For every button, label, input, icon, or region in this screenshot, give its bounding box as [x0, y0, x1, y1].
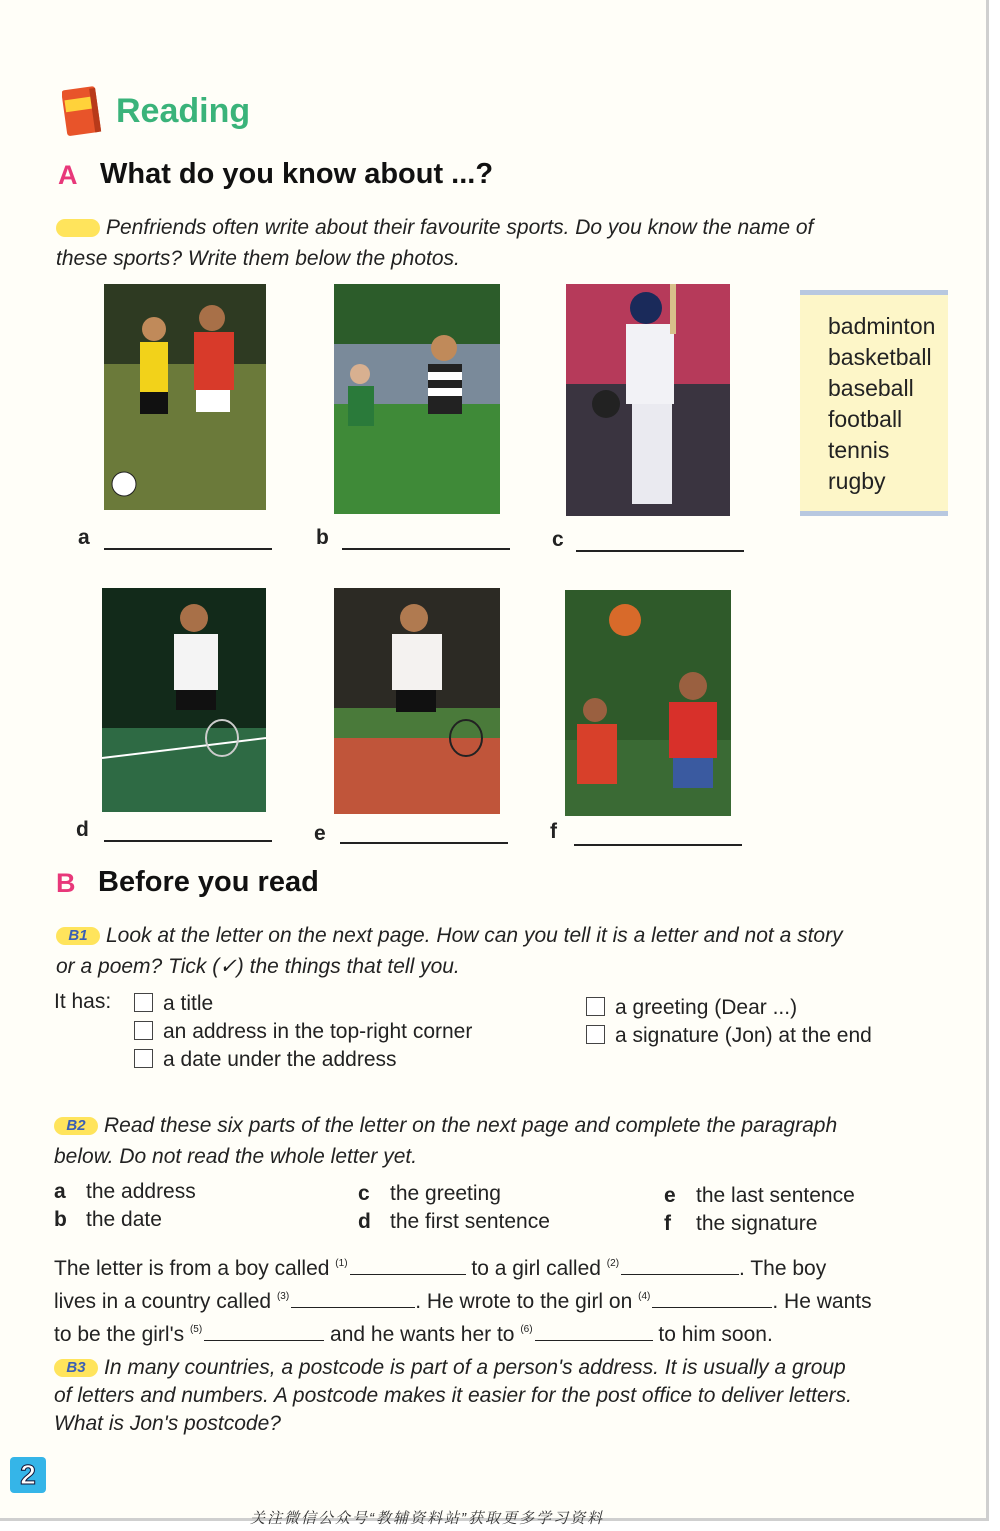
b2-instruction: B2 Read these six parts of the letter on the next page and complete the paragraph below. Do not read the whole letter yet.: [54, 1114, 838, 1168]
section-a-title: What do you know about ...?: [100, 158, 494, 190]
blank-3[interactable]: [291, 1307, 415, 1308]
blank-5[interactable]: [204, 1340, 324, 1341]
word-box-item: baseball: [828, 375, 914, 401]
b1-checklist-right: [586, 994, 872, 1050]
answer-line-e[interactable]: [340, 842, 508, 844]
photo-rugby: [334, 284, 500, 514]
answer-line-c[interactable]: [576, 550, 744, 552]
word-box: [800, 290, 948, 516]
section-a-letter: A: [58, 160, 78, 190]
b2-parts-col3: [664, 1182, 855, 1238]
b2-tag: B2: [54, 1117, 98, 1135]
blank-1[interactable]: [350, 1274, 466, 1275]
word-box-item: basketball: [828, 344, 932, 370]
answer-line-a[interactable]: [104, 548, 272, 550]
word-box-item: rugby: [828, 468, 886, 494]
book-icon: [62, 84, 102, 136]
b3-tag: B3: [54, 1359, 98, 1377]
photo-baseball: [566, 284, 730, 516]
photo-label-e: e: [314, 822, 326, 845]
answer-line-b[interactable]: [342, 548, 510, 550]
section-b-title: Before you read: [98, 866, 319, 898]
checklist-item: a title: [134, 990, 472, 1018]
b1-lead: It has:: [54, 990, 112, 1013]
photo-label-a: a: [78, 526, 90, 549]
section-b-letter: B: [56, 868, 76, 898]
word-box-item: badminton: [828, 313, 936, 339]
part-item: a the address: [54, 1180, 196, 1203]
checkbox-date[interactable]: [134, 1049, 153, 1068]
photo-label-b: b: [316, 526, 329, 549]
b2-parts-col1: [54, 1178, 196, 1234]
photo-badminton: [102, 588, 266, 812]
checkbox-address[interactable]: [134, 1021, 153, 1040]
b1-tag: B1: [56, 927, 100, 945]
word-box-item: football: [828, 406, 903, 432]
checklist-item: a signature (Jon) at the end: [586, 1022, 872, 1050]
b1-checklist-left: [134, 990, 472, 1074]
instruction-marker: [56, 219, 100, 237]
part-item: c the greeting: [358, 1182, 501, 1205]
checklist-item: an address in the top-right corner: [134, 1018, 472, 1046]
blank-2[interactable]: [621, 1274, 739, 1275]
part-item: e the last sentence: [664, 1184, 855, 1207]
part-item: f the signature: [664, 1212, 818, 1235]
b3-instruction: B3 In many countries, a postcode is part of a person's address. It is usually a group of letters and numbers. A postcode makes it easier for the post office to deliver letters. What is Jon's postcode?: [54, 1356, 852, 1435]
photo-football: [104, 284, 266, 510]
section-heading: Reading: [116, 92, 251, 130]
word-box-item: tennis: [828, 437, 890, 463]
checkbox-greeting[interactable]: [586, 997, 605, 1016]
checklist-item: a greeting (Dear ...): [586, 994, 872, 1022]
b2-parts-col2: [358, 1180, 550, 1236]
footer-note: 关注微信公众号“教辅资料站”获取更多学习资料: [250, 1510, 604, 1527]
checkbox-signature[interactable]: [586, 1025, 605, 1044]
answer-line-d[interactable]: [104, 840, 272, 842]
checkbox-title[interactable]: [134, 993, 153, 1012]
photo-label-c: c: [552, 528, 564, 551]
photo-label-d: d: [76, 818, 89, 841]
section-a-instruction: Penfriends often write about their favourite sports. Do you know the name of these sports? Write them below the photos.: [56, 216, 814, 270]
photo-label-f: f: [550, 820, 557, 843]
blank-6[interactable]: [535, 1340, 653, 1341]
part-item: d the first sentence: [358, 1210, 550, 1233]
page-number: 2: [10, 1457, 46, 1493]
part-item: b the date: [54, 1208, 162, 1231]
blank-4[interactable]: [652, 1307, 772, 1308]
b2-paragraph: The letter is from a boy called $^{(1)}$ to a girl called $^{(2)}$ . The boy lives in a country called $^{(3)}$ . He wrote to the girl on $^{(4)}$ . He wants to be the girl's $^{(5)}$ and he wants her to $^{(6)}$ to him soon.: [54, 1257, 872, 1346]
photo-tennis: [334, 588, 500, 814]
photo-basketball: [565, 590, 731, 816]
checklist-item: a date under the address: [134, 1046, 472, 1074]
b1-instruction: B1 Look at the letter on the next page. How can you tell it is a letter and not a story or a poem? Tick (✓) the things that tell you.: [56, 924, 843, 978]
answer-line-f[interactable]: [574, 844, 742, 846]
